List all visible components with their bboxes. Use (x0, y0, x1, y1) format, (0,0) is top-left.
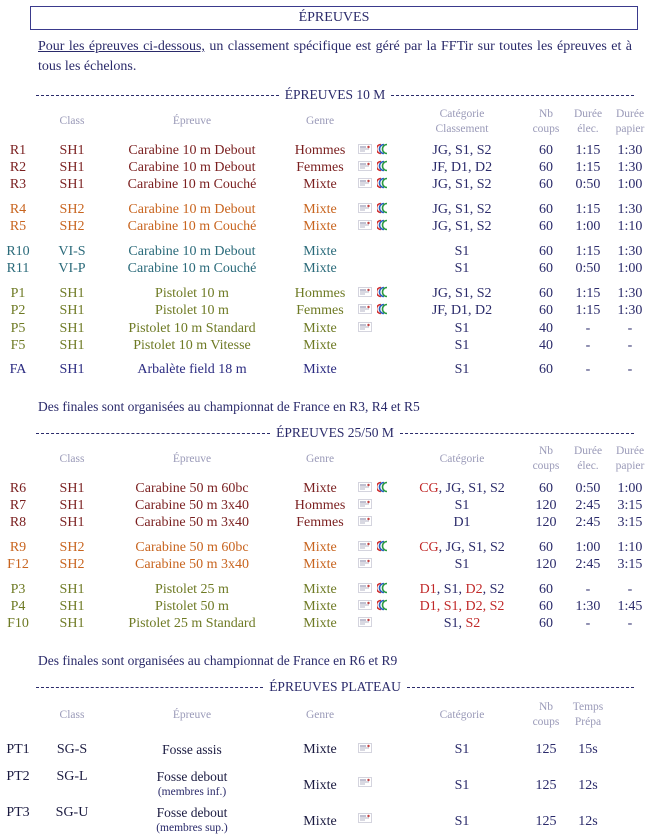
header-genre: Genre (305, 453, 335, 465)
row-id: PT2 (6, 769, 30, 784)
handisport-icon (358, 499, 372, 509)
row-genre: Mixte (303, 202, 337, 217)
handisport-icon (358, 161, 372, 171)
row-id: R3 (9, 177, 27, 192)
header-epreuve: Épreuve (172, 453, 212, 465)
row-genre: Mixte (303, 219, 337, 234)
row-class: SH1 (59, 177, 85, 192)
row-categorie: CG, JG, S1, S2 (419, 481, 505, 496)
row-icons (358, 361, 398, 378)
row-nb-coups: 60 (539, 582, 553, 597)
header-categorie: Catégorie Classement (435, 108, 489, 135)
row-nb-coups: 40 (539, 321, 553, 336)
row-epreuve: Pistolet 10 m Vitesse (133, 338, 251, 353)
header-temps-prepa: Temps Prépa (572, 701, 604, 728)
row-icons (358, 337, 398, 354)
finals-note-10m: Des finales sont organisées au championnat de France en R3, R4 et R5 (38, 399, 420, 414)
paralympic-icon (377, 219, 391, 231)
row-duree-papier: 1:00 (617, 481, 643, 496)
row-genre: Femmes (296, 303, 344, 318)
highlight-category: D1, S1, D2, S2 (419, 599, 505, 614)
row-icons (358, 159, 398, 176)
row-epreuve: Arbalète field 18 m (137, 362, 247, 377)
row-duree-papier: 1:30 (617, 160, 643, 175)
row-categorie (408, 598, 516, 615)
row-nb-coups: 125 (535, 778, 557, 793)
row-nb-coups: 120 (535, 498, 557, 513)
row-id: R11 (6, 261, 30, 276)
row-epreuve: Pistolet 50 m (155, 599, 229, 614)
row-id: R2 (9, 160, 27, 175)
row-id: P3 (10, 582, 26, 597)
row-duree-papier: 1:10 (617, 219, 643, 234)
row-id: P2 (10, 303, 26, 318)
row-epreuve: Fosse assis (162, 742, 222, 757)
row-duree-papier: - (627, 338, 633, 353)
row-categorie: JF, D1, D2 (431, 160, 493, 175)
row-genre: Mixte (303, 321, 337, 336)
row-icons (358, 615, 398, 632)
row-duree-elec: 0:50 (575, 261, 601, 276)
row-genre: Mixte (303, 582, 337, 597)
row-epreuve: Pistolet 10 m (155, 286, 229, 301)
row-duree-papier: 1:30 (617, 244, 643, 259)
row-nb-coups: 120 (535, 515, 557, 530)
row-id: F12 (7, 557, 29, 572)
row-id: R1 (9, 143, 27, 158)
header-nb-coups: Nb coups (532, 701, 560, 728)
row-id: PT1 (6, 742, 30, 757)
row-epreuve: Pistolet 25 m (155, 582, 229, 597)
handisport-icon (358, 541, 372, 551)
row-icons (358, 514, 398, 531)
paralympic-icon (377, 540, 391, 552)
handisport-icon (358, 617, 372, 627)
paralympic-icon (377, 599, 391, 611)
row-class: SH1 (59, 582, 85, 597)
row-class: SH1 (59, 286, 85, 301)
row-epreuve: Pistolet 25 m Standard (128, 616, 256, 631)
row-categorie: S1 (454, 244, 470, 259)
table-row (0, 556, 650, 573)
header-class: Class (59, 709, 85, 721)
section-title-plateau: ÉPREUVES PLATEAU (30, 678, 640, 696)
row-epreuve: Carabine 50 m 60bc (135, 540, 249, 555)
handisport-icon (358, 220, 372, 230)
table-row (0, 480, 650, 497)
row-class: SH1 (59, 160, 85, 175)
row-epreuve: Fosse debout (membres inf.) (108, 768, 276, 799)
row-duree-papier: - (627, 321, 633, 336)
row-categorie: CG, JG, S1, S2 (419, 540, 505, 555)
row-icons (358, 243, 398, 260)
row-categorie: JG, S1, S2 (432, 202, 492, 217)
header-genre: Genre (305, 709, 335, 721)
header-duree-papier: Durée papier (615, 445, 645, 472)
table-row (0, 598, 650, 615)
handisport-icon (358, 482, 372, 492)
table-row (0, 768, 650, 804)
highlight-category: D1 (419, 582, 437, 597)
row-id: R4 (9, 202, 27, 217)
row-nb-coups: 60 (539, 143, 553, 158)
row-epreuve: Carabine 50 m 3x40 (135, 498, 249, 513)
row-id: R9 (9, 540, 27, 555)
handisport-icon (358, 813, 372, 823)
section-title-25-50m: ÉPREUVES 25/50 M (30, 424, 640, 442)
header-class: Class (59, 115, 85, 127)
header-nb-coups: Nb coups (532, 108, 560, 135)
row-genre: Mixte (303, 177, 337, 192)
table-row (0, 285, 650, 302)
handisport-icon (358, 777, 372, 787)
row-categorie: D1, S1, D2, S2 (419, 582, 505, 597)
header-genre: Genre (305, 115, 335, 127)
row-nb-coups: 60 (539, 286, 553, 301)
row-genre: Mixte (303, 362, 337, 377)
highlight-category: S2 (465, 616, 481, 631)
row-class: SH1 (59, 303, 85, 318)
table-row (0, 804, 650, 840)
row-id: P1 (10, 286, 26, 301)
row-categorie: S1 (454, 557, 470, 572)
header-duree-elec: Durée élec. (573, 108, 603, 135)
header-nb-coups: Nb coups (532, 445, 560, 472)
row-nb-coups: 40 (539, 338, 553, 353)
row-nb-coups: 60 (539, 202, 553, 217)
row-duree-papier: 1:10 (617, 540, 643, 555)
row-genre: Mixte (303, 540, 337, 555)
row-class: SH1 (59, 481, 85, 496)
row-genre: Mixte (303, 481, 337, 496)
row-genre: Mixte (303, 244, 337, 259)
row-icons (358, 581, 398, 598)
row-epreuve: Carabine 10 m Debout (128, 244, 256, 259)
section-title-10m: ÉPREUVES 10 M (30, 86, 640, 104)
handisport-icon (358, 583, 372, 593)
row-duree-papier: 1:45 (617, 599, 643, 614)
table-row (0, 142, 650, 159)
row-nb-coups: 60 (539, 303, 553, 318)
row-icons (358, 497, 398, 514)
highlight-category: CG (419, 481, 439, 496)
row-icons (358, 811, 398, 828)
finals-note-25-50m: Des finales sont organisées au championnat de France en R6 et R9 (38, 653, 398, 668)
row-id: F10 (7, 616, 29, 631)
row-nb-coups: 60 (539, 481, 553, 496)
row-categorie: S1 (454, 498, 470, 513)
row-duree-papier: 1:30 (617, 303, 643, 318)
row-genre: Mixte (303, 814, 337, 829)
row-icons (358, 285, 398, 302)
row-categorie: S1, S2 (443, 616, 481, 631)
row-class: SH1 (59, 599, 85, 614)
row-epreuve: Carabine 10 m Debout (128, 202, 256, 217)
row-categorie: S1 (454, 362, 470, 377)
table-row (0, 514, 650, 531)
table-row (0, 581, 650, 598)
row-duree-elec: 15s (578, 742, 598, 757)
row-class: SH1 (59, 338, 85, 353)
row-duree-elec: 12s (578, 778, 598, 793)
row-categorie: D1 (453, 515, 471, 530)
row-duree-papier: 1:30 (617, 202, 643, 217)
row-duree-papier: - (627, 616, 633, 631)
row-categorie: JG, S1, S2 (432, 286, 492, 301)
row-nb-coups: 120 (535, 557, 557, 572)
row-genre: Hommes (294, 286, 346, 301)
row-duree-papier: 1:00 (617, 177, 643, 192)
table-row (0, 741, 650, 758)
row-id: F5 (10, 338, 26, 353)
row-icons (358, 480, 398, 497)
paralympic-icon (377, 286, 391, 298)
row-categorie: S1 (454, 338, 470, 353)
row-id: R5 (9, 219, 27, 234)
row-id: R6 (9, 481, 27, 496)
table-row (0, 176, 650, 193)
row-duree-elec: - (585, 616, 591, 631)
row-genre: Mixte (303, 742, 337, 757)
row-duree-papier: 1:30 (617, 286, 643, 301)
row-epreuve: Carabine 10 m Couché (127, 219, 257, 234)
paralympic-icon (377, 582, 391, 594)
row-genre: Hommes (294, 143, 346, 158)
row-duree-papier: - (627, 362, 633, 377)
table-row (0, 361, 650, 378)
row-epreuve-sub: (membres sup.) (156, 822, 228, 834)
highlight-category: D2 (465, 582, 483, 597)
intro-lead: Pour les épreuves ci-dessous, (38, 39, 205, 54)
row-duree-papier: 3:15 (617, 557, 643, 572)
row-icons (358, 775, 398, 792)
row-epreuve: Carabine 10 m Debout (128, 160, 256, 175)
handisport-icon (358, 516, 372, 526)
row-duree-elec: 0:50 (575, 481, 601, 496)
row-genre: Mixte (303, 261, 337, 276)
handisport-icon (358, 203, 372, 213)
paralympic-icon (377, 143, 391, 155)
row-categorie: S1 (454, 742, 470, 757)
row-nb-coups: 60 (539, 219, 553, 234)
table-row (0, 302, 650, 319)
row-duree-elec: 0:50 (575, 177, 601, 192)
table-row (0, 201, 650, 218)
header-duree-papier: Durée papier (615, 108, 645, 135)
table-row (0, 615, 650, 632)
highlight-category: CG (419, 540, 439, 555)
row-categorie: JF, D1, D2 (431, 303, 493, 318)
row-epreuve: Carabine 50 m 3x40 (135, 515, 249, 530)
header-categorie: Catégorie (439, 709, 485, 721)
row-duree-elec: 1:15 (575, 244, 601, 259)
row-genre: Mixte (303, 557, 337, 572)
row-icons (358, 320, 398, 337)
handisport-icon (358, 287, 372, 297)
row-genre: Femmes (296, 160, 344, 175)
row-epreuve: Carabine 10 m Couché (127, 177, 257, 192)
row-genre: Mixte (303, 599, 337, 614)
row-duree-elec: 1:15 (575, 143, 601, 158)
row-nb-coups: 60 (539, 177, 553, 192)
row-nb-coups: 60 (539, 261, 553, 276)
row-categorie: S1 (454, 814, 470, 829)
row-class: SH1 (59, 616, 85, 631)
row-class: SH2 (59, 219, 85, 234)
table-row (0, 337, 650, 354)
row-genre: Mixte (303, 778, 337, 793)
paralympic-icon (377, 160, 391, 172)
row-icons (358, 142, 398, 159)
intro-paragraph (38, 37, 632, 77)
row-epreuve: Carabine 10 m Couché (127, 261, 257, 276)
row-categorie: JG, S1, S2 (432, 219, 492, 234)
row-duree-elec: 1:15 (575, 303, 601, 318)
row-id: R10 (6, 244, 30, 259)
row-class: SH1 (59, 362, 85, 377)
row-duree-elec: 2:45 (575, 557, 601, 572)
row-genre: Mixte (303, 338, 337, 353)
row-icons (358, 218, 398, 235)
paralympic-icon (377, 303, 391, 315)
row-icons (358, 201, 398, 218)
row-nb-coups: 125 (535, 814, 557, 829)
row-epreuve: Fosse debout (membres sup.) (108, 804, 276, 835)
row-class: SH2 (59, 202, 85, 217)
row-epreuve: Pistolet 10 m Standard (128, 321, 256, 336)
row-class: VI-S (58, 244, 86, 259)
row-nb-coups: 60 (539, 362, 553, 377)
row-class: SH1 (59, 515, 85, 530)
row-id: R7 (9, 498, 27, 513)
page-title: ÉPREUVES (30, 6, 638, 30)
row-class: SH1 (59, 498, 85, 513)
row-duree-papier: 1:30 (617, 143, 643, 158)
row-duree-elec: - (585, 338, 591, 353)
row-duree-elec: - (585, 321, 591, 336)
header-categorie: Catégorie (439, 453, 485, 465)
row-nb-coups: 60 (539, 616, 553, 631)
row-id: P5 (10, 321, 26, 336)
table-row (0, 218, 650, 235)
handisport-icon (358, 144, 372, 154)
row-genre: Femmes (296, 515, 344, 530)
row-duree-elec: - (585, 362, 591, 377)
table-row (0, 243, 650, 260)
row-epreuve: Carabine 10 m Debout (128, 143, 256, 158)
row-icons (358, 598, 398, 615)
row-icons (358, 741, 398, 758)
row-duree-papier: 3:15 (617, 515, 643, 530)
row-duree-elec: 2:45 (575, 498, 601, 513)
intro-rest: un classement spécifique est géré par la FFTir sur toutes les épreuves et à tous les échelons. (38, 39, 632, 74)
row-duree-papier: - (627, 582, 633, 597)
row-nb-coups: 60 (539, 160, 553, 175)
row-duree-elec: 12s (578, 814, 598, 829)
row-categorie: JG, S1, S2 (432, 177, 492, 192)
row-duree-papier: 3:15 (617, 498, 643, 513)
row-class: SH2 (59, 540, 85, 555)
row-categorie: S1 (454, 261, 470, 276)
header-duree-elec: Durée élec. (573, 445, 603, 472)
row-nb-coups: 60 (539, 599, 553, 614)
row-class: SG-S (56, 742, 88, 757)
row-id: R8 (9, 515, 27, 530)
row-id: PT3 (6, 805, 30, 820)
table-row (0, 539, 650, 556)
handisport-icon (358, 322, 372, 332)
row-class: SH1 (59, 143, 85, 158)
row-duree-elec: 2:45 (575, 515, 601, 530)
row-nb-coups: 60 (539, 540, 553, 555)
row-genre: Mixte (303, 616, 337, 631)
table-row (0, 497, 650, 514)
paralympic-icon (377, 202, 391, 214)
table-row (0, 260, 650, 277)
handisport-icon (358, 558, 372, 568)
row-duree-elec: 1:15 (575, 160, 601, 175)
row-genre: Hommes (294, 498, 346, 513)
row-class: SH1 (59, 321, 85, 336)
row-categorie: JG, S1, S2 (432, 143, 492, 158)
row-icons (358, 176, 398, 193)
row-epreuve: Carabine 50 m 60bc (135, 481, 249, 496)
handisport-icon (358, 304, 372, 314)
table-row (0, 159, 650, 176)
row-nb-coups: 125 (535, 742, 557, 757)
paralympic-icon (377, 177, 391, 189)
handisport-icon (358, 178, 372, 188)
row-class: SG-L (56, 769, 88, 784)
row-duree-elec: - (585, 582, 591, 597)
row-duree-elec: 1:30 (575, 599, 601, 614)
row-icons (358, 260, 398, 277)
row-nb-coups: 60 (539, 244, 553, 259)
header-epreuve: Épreuve (172, 115, 212, 127)
row-icons (358, 556, 398, 573)
row-epreuve: Carabine 50 m 3x40 (135, 557, 249, 572)
row-epreuve: Pistolet 10 m (155, 303, 229, 318)
paralympic-icon (377, 481, 391, 493)
row-epreuve-sub: (membres inf.) (157, 786, 227, 798)
header-epreuve: Épreuve (172, 709, 212, 721)
row-duree-elec: 1:00 (575, 540, 601, 555)
row-duree-elec: 1:15 (575, 286, 601, 301)
handisport-icon (358, 743, 372, 753)
row-categorie: S1 (454, 778, 470, 793)
handisport-icon (358, 600, 372, 610)
row-duree-elec: 1:00 (575, 219, 601, 234)
row-duree-elec: 1:15 (575, 202, 601, 217)
row-id: FA (9, 362, 27, 377)
row-class: SH2 (59, 557, 85, 572)
row-class: VI-P (58, 261, 86, 276)
row-class: SG-U (55, 805, 89, 820)
row-duree-papier: 1:00 (617, 261, 643, 276)
row-categorie: S1 (454, 321, 470, 336)
row-id: P4 (10, 599, 26, 614)
table-row (0, 320, 650, 337)
row-icons (358, 539, 398, 556)
row-icons (358, 302, 398, 319)
header-class: Class (59, 453, 85, 465)
